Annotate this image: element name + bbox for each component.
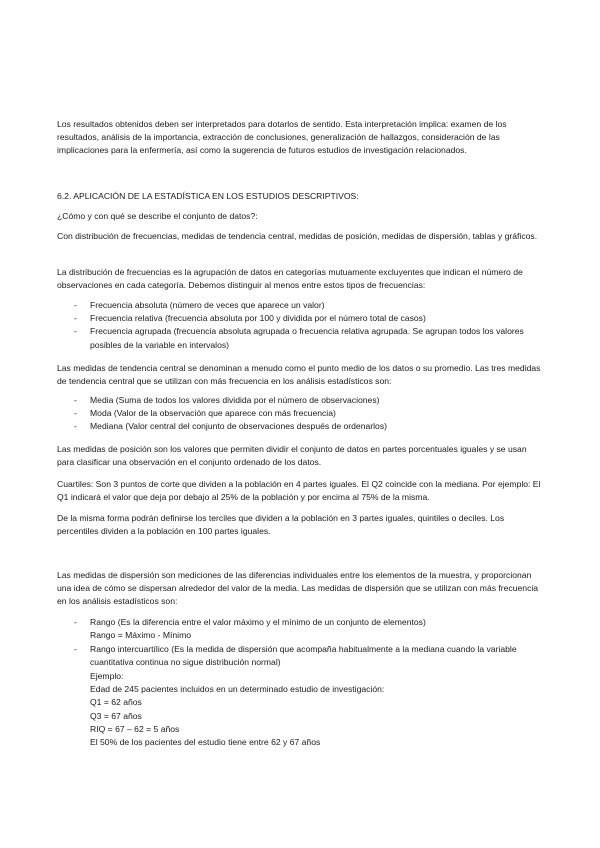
dispersion-list [57, 616, 545, 629]
central-tendency-list [57, 394, 545, 434]
list-item: - Moda (Valor de la observación que aparece con más frecuencia) [57, 407, 545, 420]
range-item: Rango (Es la diferencia entre el valor máximo y el mínimo de un conjunto de elementos) [90, 617, 426, 627]
example-line: RIQ = 67 – 62 = 5 años [90, 723, 180, 734]
frequency-types-list [57, 299, 545, 352]
example-line: Q1 = 62 años [90, 697, 142, 708]
list-item [57, 616, 545, 629]
dispersion-list-continued [57, 643, 545, 669]
quartiles-paragraph: Cuartiles: Son 3 puntos de corte que dividen a la población en 4 partes iguales. El Q2 coincide con la mediana. Por ejemplo: El Q1 indicará el valor que deja por debajo al 25% de la población y por encima al 75% de la misma. [57, 479, 541, 503]
answer-paragraph: Con distribución de frecuencias, medidas de tendencia central, medidas de posición, medidas de dispersión, tablas y gráficos. [57, 231, 538, 241]
dispersion-paragraph: Las medidas de dispersión son mediciones de las diferencias individuales entre los elementos de la muestra, y proporcionan una idea de cómo se dispersan alrededor del valor de la media. Las medidas de dispersión que se utilizan con más frecuencia en los análisis estadísticos son: [57, 570, 539, 607]
terciles-paragraph: De la misma forma podrán definirse los terciles que dividen a la población en 3 partes iguales, quintiles o deciles. Los percentiles dividen a la población en 100 partes iguales. [57, 513, 505, 537]
list-item: - Frecuencia absoluta (número de veces que aparece un valor) [57, 299, 545, 312]
intro-paragraph: Los resultados obtenidos deben ser interpretados para dotarlos de sentido. Esta interpretación implica: examen de los resultados, análisis de la importancia, extracción de conclusiones, generalización de hallazgos, consideración de las implicaciones para la enfermería, así como la sugerencia de futuros estudios de investigación relacionados. [57, 119, 507, 156]
interquartile-range-item: Rango intercuartílico (Es la medida de dispersión que acompaña habitualmente a la mediana cuando la variable cuantitativa continua no sigue distribución normal) [90, 644, 517, 668]
question-line: ¿Cómo y con qué se describe el conjunto de datos?: [57, 211, 258, 221]
example-line: Edad de 245 pacientes incluidos en un determinado estudio de investigación: [90, 684, 385, 695]
example-line: Q3 = 67 años [90, 710, 142, 721]
example-line: El 50% de los pacientes del estudio tiene entre 62 y 67 años [90, 737, 321, 748]
example-block [90, 670, 545, 749]
frequency-distribution-paragraph: La distribución de frecuencias es la agrupación de datos en categorías mutuamente excluyentes que indican el número de observaciones en cada categoría. Debemos distinguir al menos entre estos tipos de frecuencias: [57, 267, 523, 291]
list-item: - Media (Suma de todos los valores dividida por el número de observaciones) [57, 394, 545, 407]
list-item: - Frecuencia relativa (frecuencia absoluta por 100 y dividida por el número total de casos) [57, 312, 545, 325]
section-heading: 6.2. APLICACIÓN DE LA ESTADÍSTICA EN LOS ESTUDIOS DESCRIPTIVOS: [57, 191, 359, 201]
example-line: Ejemplo: [90, 671, 124, 681]
list-item [57, 643, 545, 669]
range-formula: Rango = Máximo - Mínimo [90, 630, 192, 640]
central-tendency-paragraph: Las medidas de tendencia central se denominan a menudo como el punto medio de los datos o su promedio. Las tres medidas de tendencia central que se utilizan con más frecuencia en los análisis estadísticos son: [57, 363, 541, 387]
list-item: - Frecuencia agrupada (frecuencia absoluta agrupada o frecuencia relativa agrupada. Se agrupan todos los valores posibles de la variable en intervalos) [57, 325, 545, 351]
position-measures-paragraph: Las medidas de posición son los valores que permiten dividir el conjunto de datos en partes porcentuales iguales y se usan para clasificar una observación en el conjunto ordenado de los datos. [57, 444, 527, 468]
list-item: - Mediana (Valor central del conjunto de observaciones después de ordenarlos) [57, 420, 545, 433]
